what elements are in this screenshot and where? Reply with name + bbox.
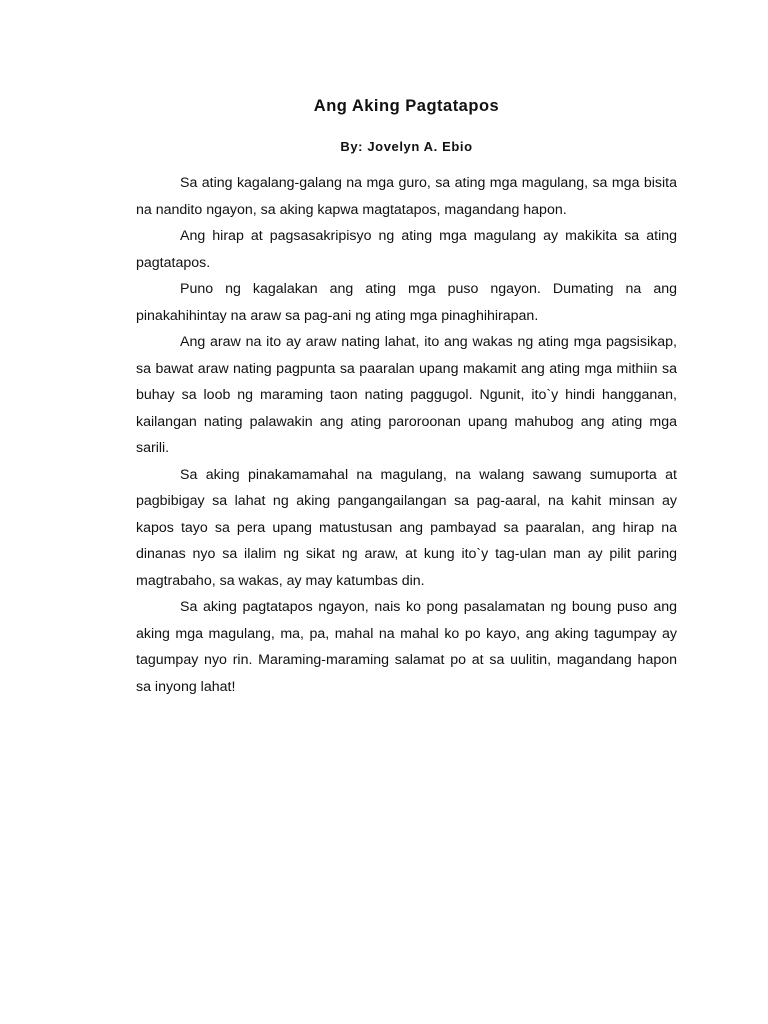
- paragraph-2: Ang hirap at pagsasakripisyo ng ating mga magulang ay makikita sa ating pagtatapos.: [136, 228, 677, 271]
- paragraph-6: Sa aking pagtatapos ngayon, nais ko pong pasalamatan ng boung puso ang aking mga magulang, ma, pa, mahal na mahal ko po kayo, ang aking tagumpay ay tagumpay nyo rin. Maraming-maraming salamat po at sa uulitin, magandang hapon sa inyong lahat!: [136, 599, 677, 695]
- document-page: [136, 96, 677, 700]
- paragraph-1: Sa ating kagalang-galang na mga guro, sa ating mga magulang, sa mga bisita na nandito ngayon, sa aking kapwa magtatapos, magandang hapon.: [136, 175, 677, 218]
- paragraph-5: Sa aking pinakamamahal na magulang, na walang sawang sumuporta at pagbibigay sa lahat ng aking pangangailangan sa pag-aaral, na kahit minsan ay kapos tayo sa pera upang matustusan ang pambayad sa paaralan, ang hirap na dinanas nyo sa ilalim ng sikat ng araw, at kung ito`y tag-ulan man ay pilit paring magtrabaho, sa wakas, ay may katumbas din.: [136, 466, 677, 589]
- document-body: [136, 170, 677, 700]
- document-title: Ang Aking Pagtatapos: [313, 97, 500, 115]
- paragraph-3: Puno ng kagalakan ang ating mga puso ngayon. Dumating na ang pinakahihintay na araw sa pag-ani ng ating mga pinaghihirapan.: [136, 281, 677, 324]
- paragraph-4: Ang araw na ito ay araw nating lahat, ito ang wakas ng ating mga pagsisikap, sa bawat araw nating pagpunta sa paaralan upang makamit ang ating mga mithiin sa buhay sa loob ng maraming taon nating paggugol. Ngunit, ito`y hindi hangganan, kailangan nating palawakin ang ating paroroonan upang mahubog ang ating mga sarili.: [136, 334, 677, 456]
- author-byline: By: Jovelyn A. Ebio: [340, 139, 473, 154]
